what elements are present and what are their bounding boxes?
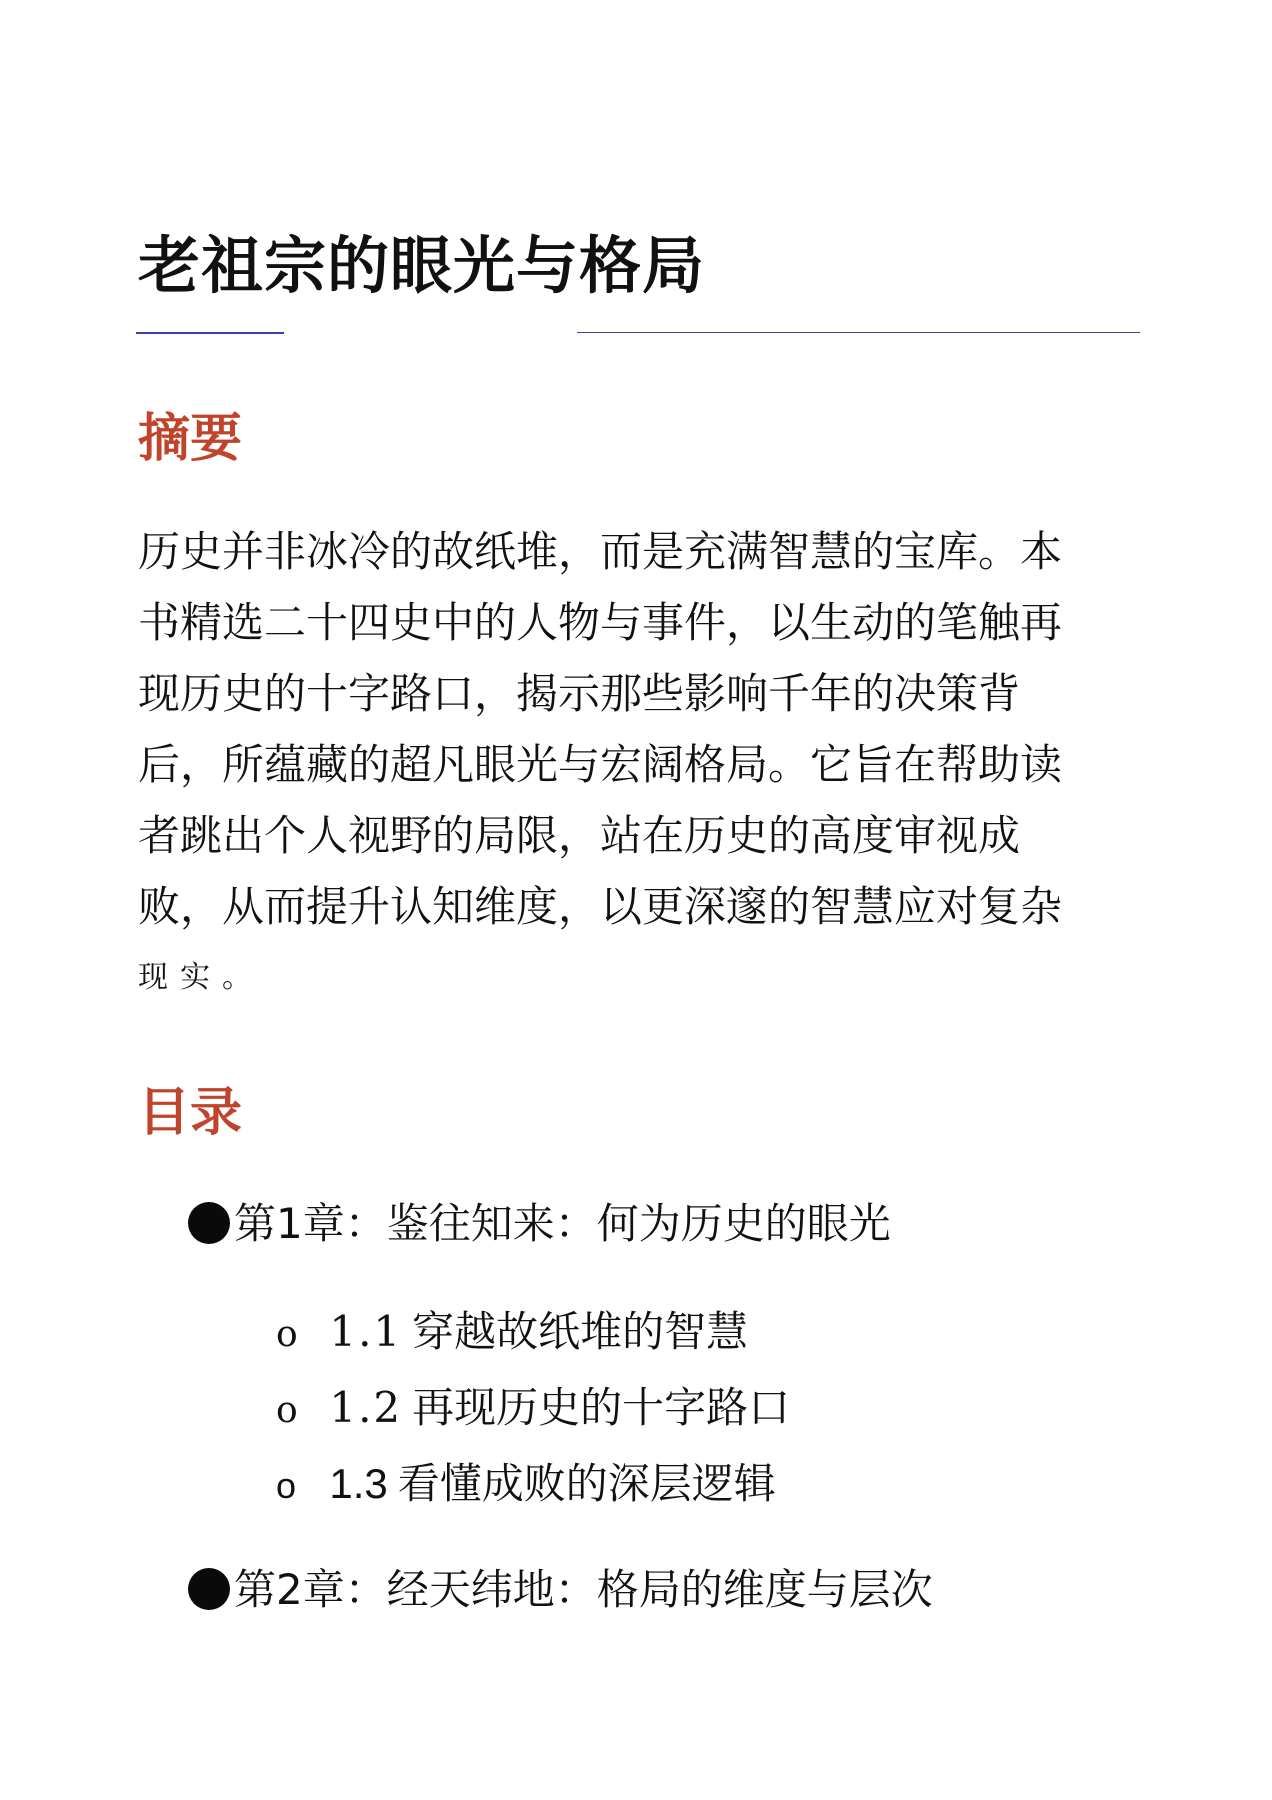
hollow-o-marker: o — [276, 1465, 297, 1506]
abstract-line: 败，从而提升认知维度，以更深邃的智慧应对复杂 — [138, 882, 1063, 931]
toc-chapter-1-label: 第1章：鉴往知来：何为历史的眼光 — [234, 1199, 891, 1248]
abstract-line: 后，所蕴藏的超凡眼光与宏阔格局。它旨在帮助读 — [138, 740, 1063, 789]
toc-section-number: 1.2 — [329, 1383, 403, 1432]
toc-section-title: 穿越故纸堆的智慧 — [412, 1307, 749, 1356]
abstract-line: 历史并非冰冷的故纸堆，而是充满智慧的宝库。本 — [138, 527, 1063, 576]
toc-section-1-1 — [276, 1304, 748, 1363]
abstract-line: 者跳出个人视野的局限，站在历史的高度审视成 — [138, 811, 1021, 860]
hollow-o-marker: o — [276, 1390, 298, 1431]
hollow-o-marker: o — [276, 1314, 298, 1355]
toc-chapter-2-label: 第2章：经天纬地：格局的维度与层次 — [234, 1565, 933, 1614]
toc-section-number: 1.1 — [329, 1307, 403, 1356]
toc-section-title: 看懂成败的深层逻辑 — [397, 1459, 776, 1508]
toc-section-title: 再现历史的十字路口 — [412, 1383, 791, 1432]
toc-chapter-1 — [188, 1196, 891, 1252]
toc-section-number: 1.3 — [329, 1460, 388, 1507]
abstract-heading: 摘要 — [138, 409, 243, 469]
abstract-line-tail: 现实。 — [138, 960, 264, 995]
toc-heading: 目录 — [138, 1083, 243, 1143]
toc-section-1-2 — [276, 1380, 790, 1439]
filled-circle-icon — [188, 1202, 230, 1244]
page-title: 老祖宗的眼光与格局 — [138, 229, 706, 302]
toc-chapter-2 — [188, 1562, 933, 1618]
toc-section-1-3 — [276, 1456, 776, 1514]
abstract-line: 书精选二十四史中的人物与事件，以生动的笔触再 — [138, 598, 1063, 647]
abstract-line: 现历史的十字路口，揭示那些影响千年的决策背 — [138, 669, 1021, 718]
filled-circle-icon — [188, 1568, 230, 1610]
